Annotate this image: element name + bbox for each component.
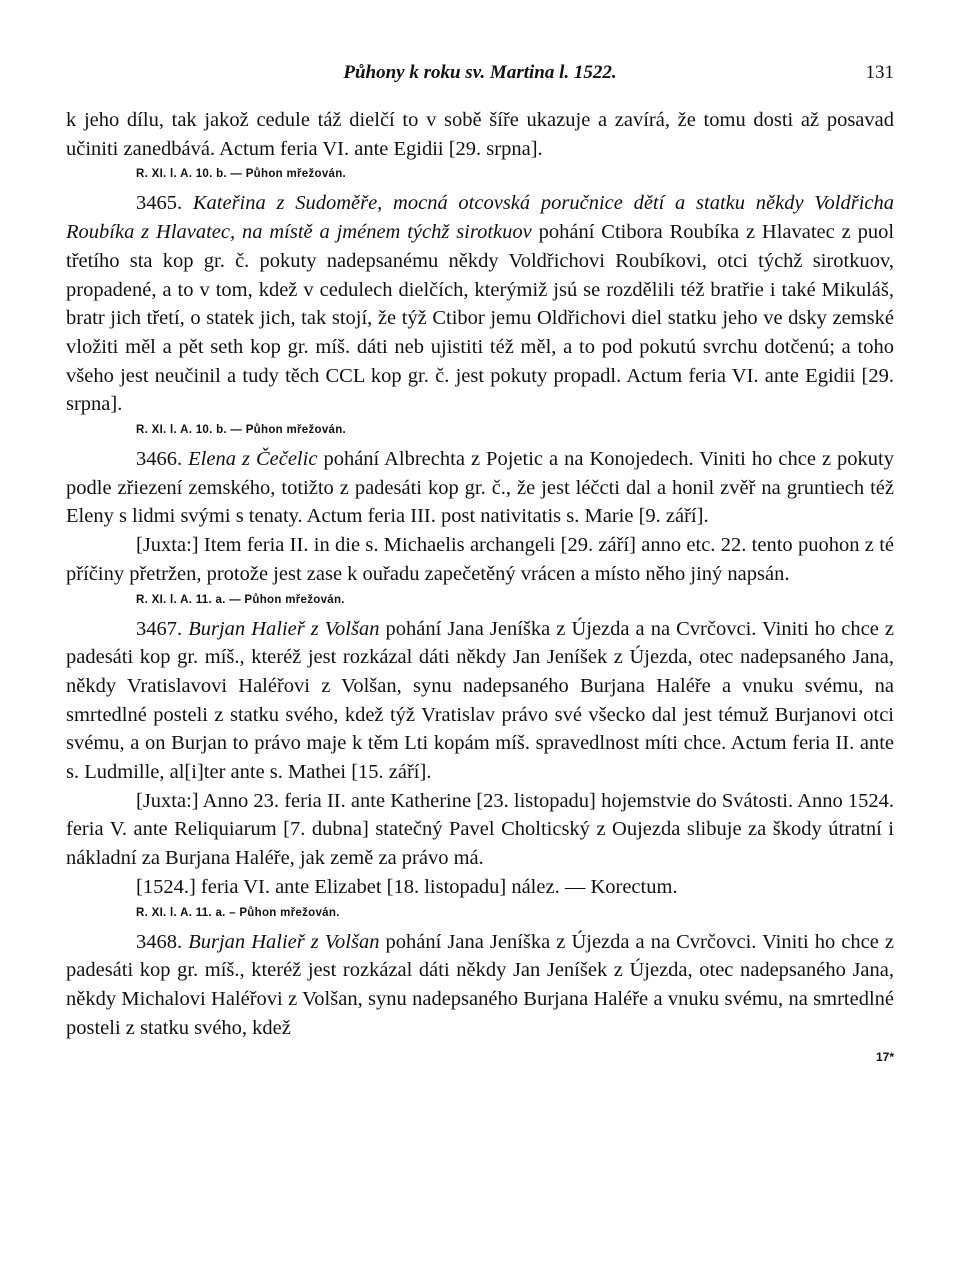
- paragraph-text: pohání Jana Jeníška z Újezda a na Cvrčovci. Viniti ho chce z padesáti kop gr. míš., kteréž jest rozkázal dáti někdy Jan Jeníšek z Újezda, otec nadepsaného Jana, někdy Michalovi Haléřovi z Volšan, synu nadepsaného Burjana Haléře a vnuku svému, na smrtedlné posteli z statku svého, kdež: [66, 930, 895, 1039]
- entry-paragraph: [66, 445, 894, 531]
- paragraph-text: pohání Ctibora Roubíka z Hlavatec z puol třetího sta kop gr. č. pokuty nadepsanému někdy Voldřichovi Roubíkovi, otci týchž sirotkuov, propadené, a to v tom, kdež v cedulech dielčích, kterýmiž jsú se rozdělili též bratřie i také Mikuláš, bratr jich třetí, o statek jich, tak stojí, že týž Ctibor jemu Oldřichovi diel statku jeho ve dsky zemské vložiti měl a pět seth kop gr. míš. dáti neb ujistiti též měl, a to pod pokutú svrchu dotčenú; a toho všeho jest neučinil a tudy těch CCL kop gr. č. jest pokuty propadl. Actum feria VI. ante Egidii [29. srpna].: [66, 221, 895, 416]
- paragraph-text: [Juxta:] Item feria II. in die s. Michaelis archangeli [29. září] anno etc. 22. tento puohon z té příčiny přetržen, protože jest zase k ouřadu zapečetěný vrácen a místo něho jiný napsán.: [66, 534, 894, 585]
- paragraph-text: [1524.] feria VI. ante Elizabet [18. listopadu] nález. — Korectum.: [136, 875, 678, 898]
- paragraph: [66, 531, 894, 588]
- party-name: Kateřina z Sudoměře, mocná otcovská poručnice dětí a statku někdy Voldřicha Roubíka z Hlavatec, na místě a jménem týchž sirotkuov: [66, 192, 894, 244]
- paragraph: [66, 106, 894, 163]
- paragraph: [66, 787, 894, 873]
- signature-mark: 17*: [875, 1050, 894, 1064]
- document-body: [66, 106, 894, 1042]
- running-head: [66, 62, 894, 92]
- paragraph: [66, 873, 894, 902]
- source-reference: R. XI. l. A. 11. a. – Půhon mřežován.: [136, 906, 340, 919]
- paragraph-text: k jeho dílu, tak jakož cedule táž dielčí to v sobě šíře ukazuje a zavírá, že tomu dosti až posavad učiniti zanedbává. Actum feria VI. ante Egidii [29. srpna].: [66, 109, 894, 160]
- source-reference: R. XI. l. A. 10. b. — Půhon mřežován.: [136, 168, 347, 181]
- party-name: Elena z Čečelic: [188, 448, 318, 471]
- party-name: Burjan Halieř z Volšan: [188, 617, 380, 640]
- document-page: [66, 62, 894, 1042]
- party-name: Burjan Halieř z Volšan: [188, 930, 380, 953]
- entry-number: 3465.: [136, 192, 183, 215]
- running-title: Půhony k roku sv. Martina l. 1522.: [343, 62, 617, 83]
- entry-number: 3466.: [136, 448, 183, 471]
- entry-paragraph: [66, 615, 894, 787]
- paragraph-text: pohání Jana Jeníška z Újezda a na Cvrčovci. Viniti ho chce z padesáti kop gr. míš., kteréž jest rozkázal dáti někdy Jan Jeníšek z Újezda, otec nadepsaného Jana, někdy Vratislavovi Haléřovi z Volšan, synu nadepsaného Burjana Haléře a vnuku svému, na smrtedlné posteli z statku svého, kdež týž Vratislav právo své všecko dal jest témuž Burjanovi otci svému, a on Burjan to právo maje k těm Lti kopám míš. spravedlnost míti chce. Actum feria II. ante s. Ludmille, al[i]ter ante s. Mathei [15. září].: [66, 617, 895, 784]
- source-reference: R. XI. l. A. 11. a. — Půhon mřežován.: [136, 593, 345, 606]
- entry-paragraph: [66, 928, 894, 1043]
- entry-number: 3468.: [136, 930, 183, 953]
- source-reference: R. XI. l. A. 10. b. — Půhon mřežován.: [136, 424, 347, 437]
- paragraph-text: [Juxta:] Anno 23. feria II. ante Katherine [23. listopadu] hojemstvie do Svátosti. Anno 1524. feria V. ante Reliquiarum [7. dubna] statečný Pavel Cholticský z Oujezda slibuje za škody útratní i nákladní za Burjana Haléře, jak země za právo má.: [66, 789, 894, 870]
- paragraph-text: pohání Albrechta z Pojetic a na Konojedech. Viniti ho chce z pokuty podle zřiezení zemského, totižto z padesáti kop gr. č., že jest léčcti dal a honil zvěř na gruntiech též Eleny s lidmi svými s tenaty. Actum feria III. post nativitatis s. Marie [9. září].: [66, 448, 895, 528]
- page-number: 131: [865, 62, 894, 83]
- entry-number: 3467.: [136, 617, 183, 640]
- entry-paragraph: [66, 189, 894, 419]
